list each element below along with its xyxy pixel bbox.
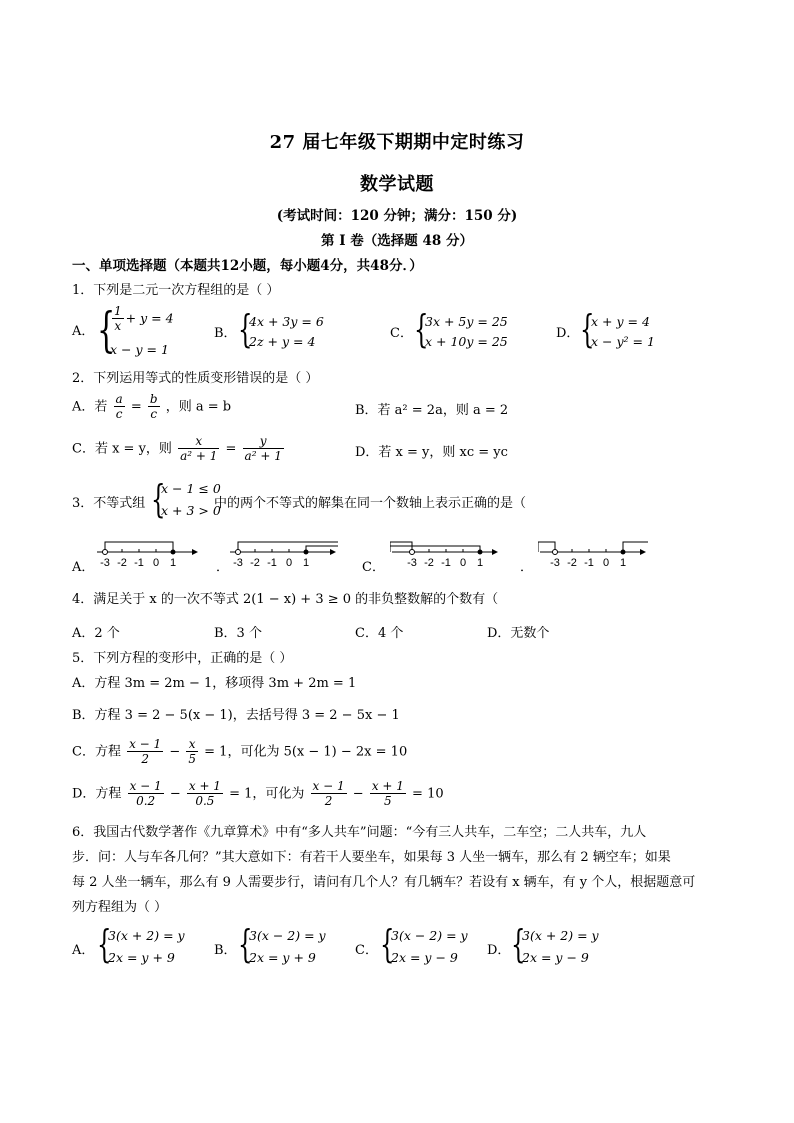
tick-label: -2 <box>117 557 127 569</box>
tick-label: 0 <box>152 557 160 569</box>
q6-a-brace: { <box>97 922 112 966</box>
solution-bracket <box>390 546 480 552</box>
q1-d-eq1: x + y = 4 <box>591 314 650 329</box>
q6-line-4: 列方程组为（ ） <box>72 900 168 915</box>
q1-c-eq2: x + 10y = 25 <box>425 334 508 349</box>
q1-c-brace: { <box>414 307 429 351</box>
q2-option-b: B．若 a² = 2a，则 a = 2 <box>355 403 509 418</box>
q6-c-brace: { <box>380 922 395 966</box>
q4-stem: 4．满足关于 x 的一次不等式 2(1 − x) + 3 ≥ 0 的非负整数解的个数有（ <box>72 592 499 607</box>
q3-brace: { <box>151 477 166 521</box>
q3-stem-post: 中的两个不等式的解集在同一个数轴上表示正确的是（ <box>214 496 527 511</box>
open-point <box>553 550 558 555</box>
tick-label: 0 <box>285 557 293 569</box>
q3-number-line-b <box>228 530 338 572</box>
q5-option-d: D．方程 $\frac{x - 1}{0.2}$ − $\frac{x + 1}{0.5}$ = 1，可化为 $\frac{x - 1}{2}$ − $\frac{x + 1}{5}$ = 10 <box>72 779 444 809</box>
q6-d-eq2: 2x = y − 9 <box>522 950 589 965</box>
solution-bracket <box>238 542 338 552</box>
q6-b-brace: { <box>238 922 253 966</box>
q6-d-eq1: 3(x + 2) = y <box>522 928 599 943</box>
tick-label: -3 <box>407 557 417 569</box>
section-title: 一、单项选择题（本题共12小题，每小题4分，共48分．） <box>72 258 423 274</box>
tick-label: 1 <box>302 557 310 569</box>
q6-line-2: 步．问：人与车各几何？”其大意如下：有若干人要坐车，如果每 3 人坐一辆车，那么有 2 辆空车；如果 <box>72 850 671 865</box>
solution-bracket <box>623 542 648 552</box>
tick-label: -3 <box>233 557 243 569</box>
q6-line-3: 每 2 人坐一辆车，那么有 9 人需要步行，请问有几个人？有几辆车？若设有 x 辆车，有 y 个人，根据题意可 <box>72 875 696 890</box>
q4-option-d: D．无数个 <box>487 626 550 641</box>
filled-point <box>478 550 483 555</box>
filled-point <box>621 550 626 555</box>
q2-option-d: D．若 x = y，则 xc = yc <box>355 445 508 460</box>
q6-label-b: B． <box>214 943 237 958</box>
q1-c-eq1: 3x + 5y = 25 <box>425 314 508 329</box>
q3-number-line-d <box>538 530 648 572</box>
axis-arrow <box>640 549 646 555</box>
tick-label: 0 <box>459 557 467 569</box>
tick-label: -1 <box>441 557 451 569</box>
q2-option-a: A．若 $\frac{a}{c}$ = $\frac{b}{c}$ ，则 a = b <box>72 392 232 422</box>
q6-a-eq1: 3(x + 2) = y <box>108 928 185 943</box>
q1-label-c: C． <box>390 326 413 341</box>
tick-label: -1 <box>267 557 277 569</box>
q6-c-eq2: 2x = y − 9 <box>391 950 458 965</box>
q5-option-c: C．方程 $\frac{x - 1}{2}$ − $\frac{x}{5}$ = 1，可化为 5(x − 1) − 2x = 10 <box>72 737 408 767</box>
tick-label: -3 <box>550 557 560 569</box>
q5-stem: 5．下列方程的变形中，正确的是（ ） <box>72 651 293 666</box>
q4-option-a: A．2 个 <box>72 626 120 641</box>
q4-option-c: C．4 个 <box>355 626 404 641</box>
q3-number-line-a <box>95 530 200 572</box>
q6-label-d: D． <box>487 943 511 958</box>
open-point <box>236 550 241 555</box>
document-subject: 数学试题 <box>360 174 434 195</box>
q1-label-d: D． <box>556 326 580 341</box>
q1-b-eq1: 4x + 3y = 6 <box>249 314 324 329</box>
q1-label-b: B． <box>214 326 237 341</box>
q6-a-eq2: 2x = y + 9 <box>108 950 175 965</box>
q6-d-brace: { <box>511 922 526 966</box>
q1-stem: 1．下列是二元一次方程组的是（ ） <box>72 283 280 298</box>
tick-label: -1 <box>134 557 144 569</box>
q2-stem: 2．下列运用等式的性质变形错误的是（ ） <box>72 371 319 386</box>
tick-label: 1 <box>169 557 177 569</box>
q4-option-b: B．3 个 <box>214 626 262 641</box>
q6-label-a: A． <box>72 943 95 958</box>
tick-label: -2 <box>567 557 577 569</box>
axis-arrow <box>330 549 336 555</box>
q5-option-b: B．方程 3 = 2 − 5(x − 1)，去括号得 3 = 2 − 5x − 1 <box>72 708 400 723</box>
axis-arrow <box>192 549 198 555</box>
tick-label: -2 <box>424 557 434 569</box>
q1-d-brace: { <box>580 307 595 351</box>
q1-a-brace: { <box>97 302 116 358</box>
q5-option-a: A．方程 3m = 2m − 1，移项得 3m + 2m = 1 <box>72 676 357 691</box>
exam-info: (考试时间：120 分钟；满分：150 分) <box>276 208 518 224</box>
q1-d-eq2: x − y² = 1 <box>591 334 655 349</box>
document-title: 27 届七年级下期期中定时练习 <box>269 132 525 153</box>
axis-arrow <box>492 549 498 555</box>
tick-label: -1 <box>584 557 594 569</box>
tick-label: 0 <box>602 557 610 569</box>
q6-line-1: 6．我国古代数学著作《九章算术》中有“多人共车”问题：“今有三人共车，二车空；二人共车，九人 <box>72 825 647 840</box>
q3-label-b: ． <box>216 560 230 575</box>
open-point <box>410 550 415 555</box>
q3-sys-eq2: x + 3 > 0 <box>161 503 221 518</box>
tick-label: -2 <box>250 557 260 569</box>
q6-b-eq1: 3(x − 2) = y <box>249 928 326 943</box>
q3-label-a: A． <box>72 560 95 575</box>
q3-label-d: ． <box>520 560 534 575</box>
tick-label: 1 <box>619 557 627 569</box>
q6-label-c: C． <box>355 943 378 958</box>
q1-b-brace: { <box>238 307 253 351</box>
open-point <box>103 550 108 555</box>
q1-label-a: A． <box>72 324 95 339</box>
q3-sys-eq1: x − 1 ≤ 0 <box>161 481 221 496</box>
filled-point <box>304 550 309 555</box>
q6-b-eq2: 2x = y + 9 <box>249 950 316 965</box>
tick-label: -3 <box>100 557 110 569</box>
q3-stem: 3．不等式组 <box>72 496 146 511</box>
tick-label: 1 <box>476 557 484 569</box>
q1-b-eq2: 2z + y = 4 <box>249 334 316 349</box>
q1-a-eq1: $\frac{1}{x}$ + y = 4 <box>114 304 174 334</box>
q2-option-c: C．若 x = y，则 $\frac{x}{\text{a² + 1}}$ = $\frac{y}{\text{a² + 1}}$ <box>72 434 282 464</box>
filled-point <box>171 550 176 555</box>
part-title: 第 I 卷（选择题 48 分） <box>321 233 473 249</box>
q3-label-c: C． <box>362 560 385 575</box>
q1-a-eq2: x − y = 1 <box>110 342 169 357</box>
solution-bracket <box>390 542 412 552</box>
q6-c-eq1: 3(x − 2) = y <box>391 928 468 943</box>
q3-number-line-c <box>390 530 500 572</box>
